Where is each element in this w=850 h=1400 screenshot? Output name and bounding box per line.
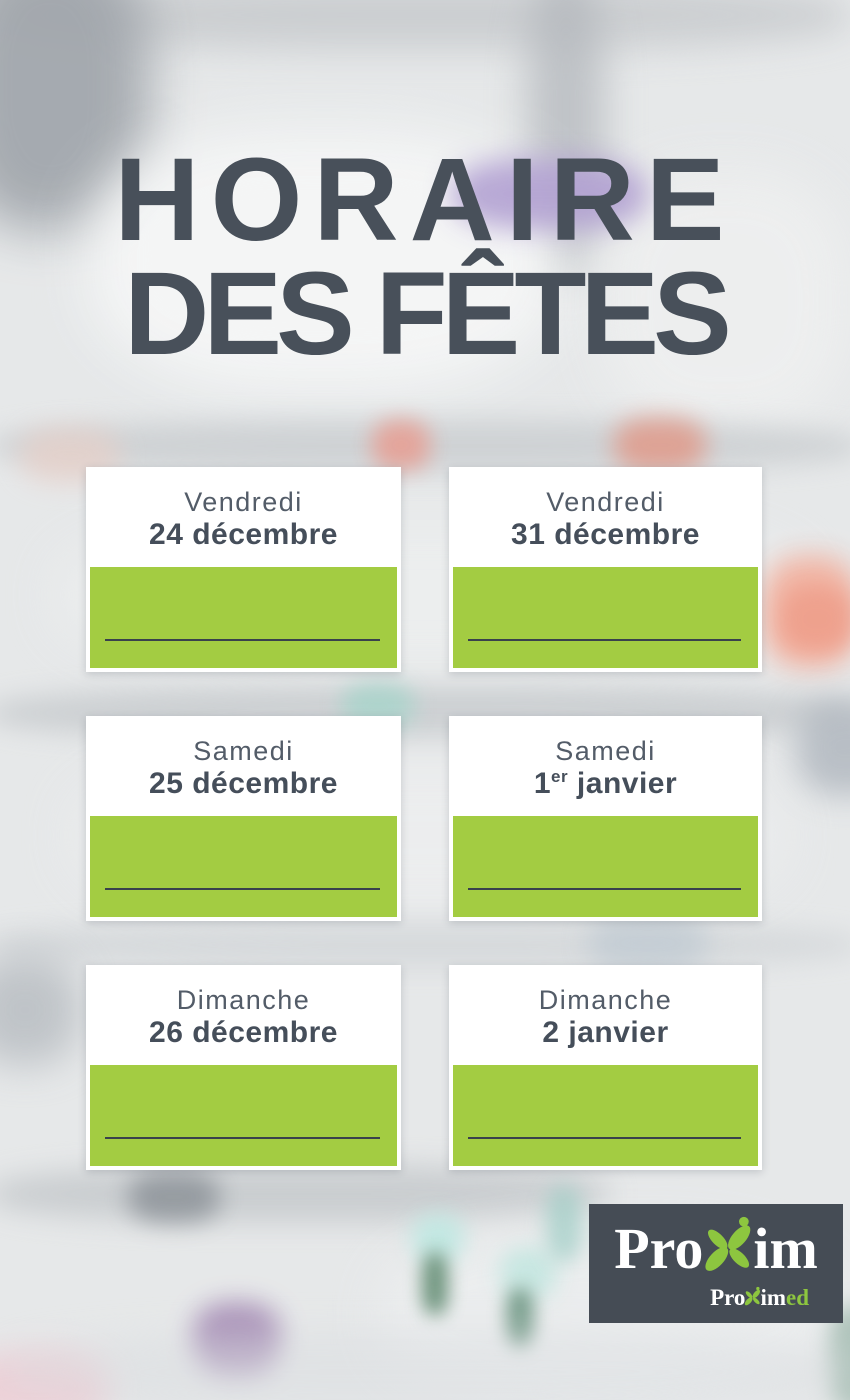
card-header bbox=[449, 965, 762, 1065]
bg-blob bbox=[796, 700, 850, 795]
card-hours-area bbox=[453, 816, 758, 917]
card-day-label: Vendredi bbox=[184, 487, 303, 517]
proximed-wordmark bbox=[710, 1285, 809, 1311]
bg-blob bbox=[422, 1252, 448, 1316]
card-day-label: Vendredi bbox=[546, 487, 665, 517]
hours-blank-line bbox=[105, 639, 380, 641]
proxim-wordmark-right: im bbox=[753, 1216, 818, 1281]
card-date-label: 24 décembre bbox=[149, 518, 338, 551]
proxim-wordmark-left: Pro bbox=[614, 1216, 704, 1281]
card-header bbox=[86, 716, 401, 816]
proximed-ed: ed bbox=[786, 1285, 809, 1310]
poster-title-line1: HORAIRE bbox=[114, 134, 736, 266]
hours-blank-line bbox=[468, 888, 741, 890]
card-header bbox=[86, 965, 401, 1065]
schedule-grid bbox=[86, 467, 762, 1170]
card-hours-area bbox=[90, 816, 397, 917]
proximed-left: Pro bbox=[710, 1285, 746, 1310]
card-date-label: 31 décembre bbox=[511, 518, 700, 551]
proximed-x-icon bbox=[743, 1286, 762, 1307]
hours-blank-line bbox=[105, 1137, 380, 1139]
card-header bbox=[449, 467, 762, 567]
bg-blob bbox=[0, 955, 80, 1065]
proxim-x-icon bbox=[700, 1214, 756, 1276]
card-hours-area bbox=[453, 567, 758, 668]
proxim-wordmark bbox=[589, 1218, 843, 1280]
schedule-card bbox=[86, 467, 401, 672]
bg-blob bbox=[128, 1172, 220, 1222]
card-day-label: Dimanche bbox=[538, 985, 673, 1015]
hours-blank-line bbox=[468, 1137, 741, 1139]
bg-blob bbox=[0, 1332, 850, 1400]
card-hours-area bbox=[90, 1065, 397, 1166]
schedule-card bbox=[86, 965, 401, 1170]
bg-blob bbox=[372, 420, 430, 470]
hours-blank-line bbox=[105, 888, 380, 890]
bg-blob bbox=[782, 588, 850, 650]
card-date-label: 26 décembre bbox=[149, 1016, 338, 1049]
card-date-label: 2 janvier bbox=[542, 1016, 669, 1049]
card-header bbox=[449, 716, 762, 816]
proxim-logo-box bbox=[589, 1204, 843, 1323]
card-day-label: Dimanche bbox=[176, 985, 311, 1015]
schedule-card bbox=[449, 965, 762, 1170]
card-hours-area bbox=[90, 567, 397, 668]
poster-title bbox=[0, 134, 850, 380]
card-date-label: 25 décembre bbox=[149, 767, 338, 800]
schedule-card bbox=[449, 716, 762, 921]
proximed-mid: im bbox=[760, 1285, 786, 1310]
card-day-label: Samedi bbox=[193, 736, 294, 766]
bg-shelf-band bbox=[0, 1166, 610, 1222]
bg-blob bbox=[614, 418, 706, 472]
card-header bbox=[86, 467, 401, 567]
card-date-label: 1er janvier bbox=[533, 767, 678, 800]
hours-blank-line bbox=[468, 639, 741, 641]
card-hours-area bbox=[453, 1065, 758, 1166]
schedule-card bbox=[86, 716, 401, 921]
schedule-card bbox=[449, 467, 762, 672]
card-day-label: Samedi bbox=[555, 736, 656, 766]
poster-title-line2: DES FÊTES bbox=[124, 248, 726, 380]
bg-blob bbox=[546, 1186, 582, 1262]
